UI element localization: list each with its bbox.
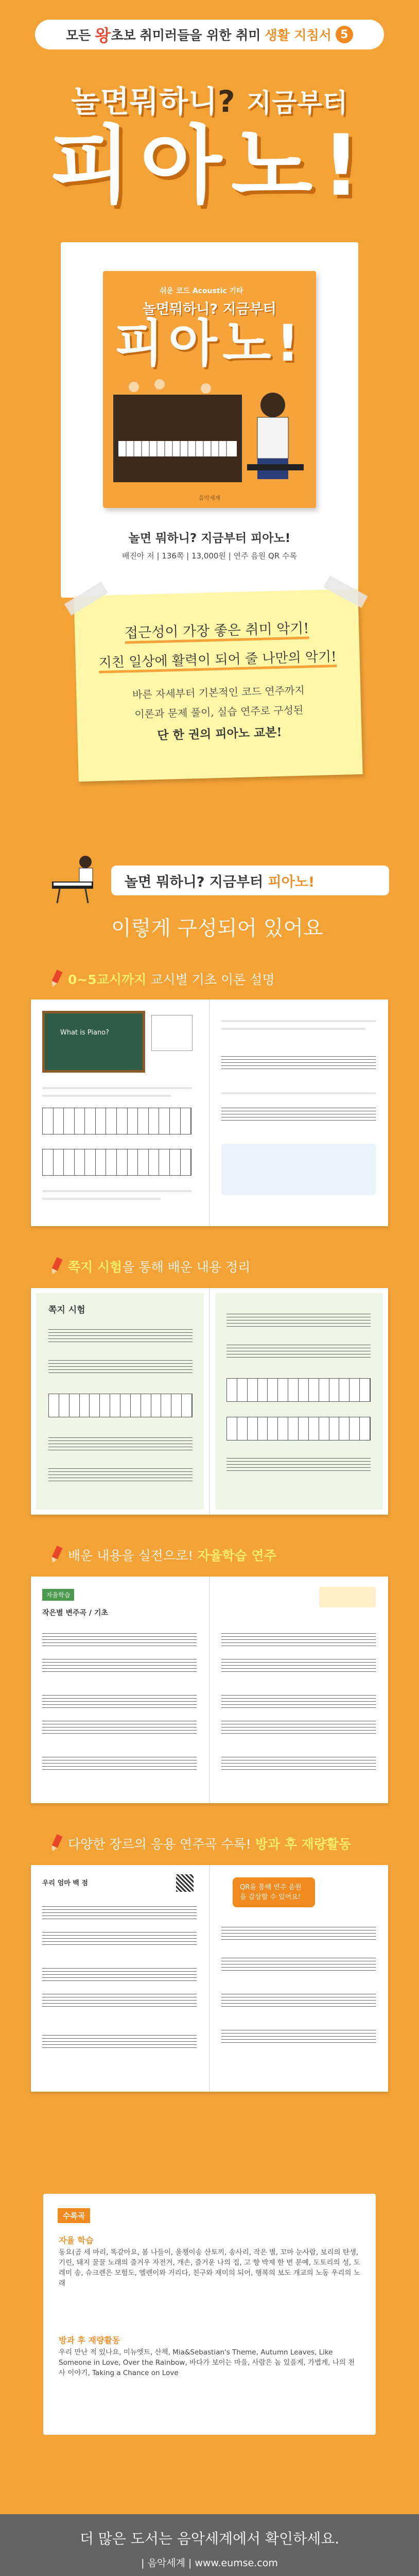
pill-after: 초보 (111, 28, 136, 43)
keyboard-diagram-2 (42, 1149, 191, 1176)
subtitle-question: ? (218, 84, 236, 119)
practice-tag: 자율학습 (42, 1589, 74, 1601)
song-title: 우리 엄마 백 점 (42, 1879, 88, 1887)
section-heading-1 (50, 970, 275, 988)
book-meta: 배진아 저 | 136쪽 | 13,000원 | 연주 음원 QR 수록 (121, 551, 298, 561)
section-4-text: 다양한 장르의 응용 연주곡 수록! (68, 1837, 251, 1852)
pencil-icon (47, 969, 65, 989)
section-2-highlight: 쪽지 시험 (68, 1260, 123, 1275)
pill-series: 생활 지침서 (265, 28, 331, 43)
footer-message: 더 많은 도서는 음악세계에서 확인하세요. (79, 2530, 340, 2547)
cover-subtitle: 놀면뭐하니? 지금부터 (143, 301, 276, 317)
song-list-box (43, 2194, 376, 2435)
chalkboard-title: What is Piano? (60, 1029, 110, 1037)
song-list-text-1: 동요(곰 세 마리, 똑같아요, 봄 나들이, 올챙이송 산토끼, 송사리, 작은 별, 꼬마 눈사람, 보리의 탄생, 기린, 돼지 꿀꿀 노래의 즐거우 자전거, 개손, 즐거운 나의 집, 고 향 박제 한 번 분예, 도토리의 성, 도레미 송, 슈크렌은 모험도, 엘렌이와 거리다, 친구와 재미의 되어, 행복의 보도 개교의 노동 우리의 노래 (59, 2248, 360, 2287)
pill-highlight: 왕 (95, 26, 111, 45)
song-list-heading-1: 자율 학습 (59, 2235, 94, 2245)
music-staff (221, 1056, 376, 1072)
section-1-highlight: 0~5교시까지 (68, 972, 147, 987)
spread-2 (31, 1288, 388, 1515)
section-3-highlight: 자율학습 연주 (197, 1548, 276, 1563)
section-heading-4 (50, 1834, 351, 1853)
qr-tip-bubble: QR을 통해 연주 음원을 감상할 수 있어요! (233, 1877, 315, 1907)
note-line-1: 접근성이 가장 좋은 취미 악기! (75, 616, 359, 643)
intro-banner-text: 놀면 뭐하니? 지금부터 (125, 874, 264, 890)
piano-illustration (151, 1015, 193, 1051)
pencil-icon (47, 1256, 65, 1277)
subtitle-part-a: 놀면뭐하니 (71, 84, 218, 119)
spread-3 (31, 1577, 388, 1803)
section-1-text: 교시별 기초 이론 설명 (150, 972, 275, 987)
cover-tag: 쉬운 코드 Acoustic 기타 (160, 287, 243, 295)
music-staff-2 (221, 1108, 376, 1123)
tip-box (319, 1587, 376, 1607)
pencil-icon (47, 1545, 65, 1565)
qr-code-icon (176, 1874, 194, 1892)
chalkboard (42, 1011, 145, 1073)
page-subtitle (0, 77, 419, 121)
book-title: 놀면 뭐하니? 지금부터 피아노! (128, 532, 291, 545)
song-list-header: 수록곡 (58, 2208, 90, 2223)
quiz-page-2 (215, 1293, 383, 1510)
series-pill (35, 20, 384, 49)
cover-illustration (103, 374, 316, 493)
page-title: 피아노! (49, 116, 370, 215)
note-line-4: 이론과 문제 풀이, 실습 연주로 구성된 (134, 703, 304, 721)
section-2-text: 을 통해 배운 내용 정리 (122, 1260, 251, 1275)
book-card (61, 242, 358, 598)
cover-title: 피아노! (114, 314, 305, 373)
intro-subtitle: 이렇게 구성되어 있어요 (111, 917, 323, 940)
book-cover (103, 271, 316, 508)
section-heading-3 (50, 1546, 276, 1564)
keyboard-player-icon (49, 853, 106, 904)
pill-before: 모든 (66, 28, 91, 43)
note-line-3: 바른 자세부터 기본적인 코드 연주까지 (132, 684, 305, 701)
section-3-text: 배운 내용을 실전으로! (68, 1548, 194, 1563)
quiz-page (36, 1293, 204, 1510)
intro-banner (111, 866, 389, 895)
spread-1 (31, 999, 388, 1226)
keyboard-diagram (42, 1108, 191, 1134)
spread-4 (31, 1865, 388, 2092)
practice-song-title: 작은별 변주곡 / 기초 (42, 1609, 108, 1617)
song-list-text-2: 우리 만난 적 있나요, 미뉴엣트, 산책, Mia&Sebastian's Theme, Autumn Leaves, Like Someone in Love, Over the Rainbow, 바다가 보이는 마을, 사람은 놈 있을게, 가볍게, 나의 천사 이야기, Taking a Chance on Love (59, 2348, 355, 2377)
subtitle-part-b: 지금부터 (246, 88, 348, 118)
cover-publisher: 음악세계 (198, 495, 221, 501)
pill-number: 5 (336, 26, 353, 43)
pencil-icon (47, 1833, 65, 1854)
note-line-2: 지친 일상에 활력이 되어 줄 나만의 악기! (75, 646, 360, 672)
note-line-5: 단 한 권의 피아노 교본! (157, 725, 282, 743)
tip-box (221, 1144, 376, 1195)
song-list-heading-2: 방과 후 재량활동 (59, 2335, 120, 2345)
intro-banner-highlight: 피아노! (268, 874, 315, 890)
quiz-title: 쪽지 시험 (48, 1305, 85, 1315)
footer-website[interactable]: | 음악세계 | www.eumse.com (141, 2557, 278, 2569)
section-heading-2 (50, 1257, 250, 1276)
footer (0, 2514, 419, 2576)
section-4-highlight: 방과 후 재량활동 (255, 1837, 352, 1852)
sticky-note (74, 589, 362, 782)
pill-middle: 취미러들을 위한 취미 (139, 28, 261, 43)
